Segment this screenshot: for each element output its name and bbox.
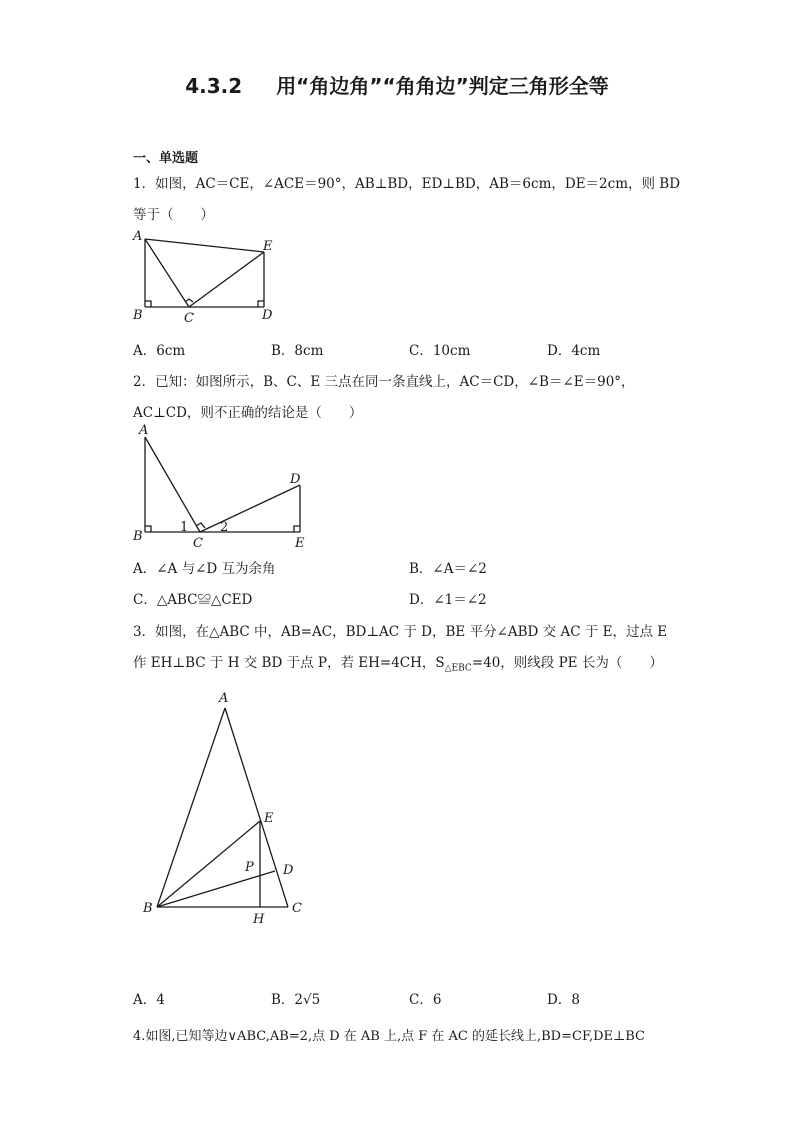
q3-text-line2-a: 作 EH⊥BC 于 H 交 BD 于点 P，若 EH=4CH，S — [133, 655, 445, 671]
q2-label-C: C — [193, 536, 203, 551]
q3-text-line2-b: =40，则线段 PE 长为（ ） — [471, 655, 663, 671]
q2-text-line1: 2．已知：如图所示，B、C、E 三点在同一条直线上，AC＝CD，∠B＝∠E＝90°， — [133, 374, 635, 390]
q1-label-B: B — [133, 308, 143, 323]
page-title — [0, 70, 794, 99]
q3-option-a: A．4 — [133, 992, 165, 1008]
q4-text-line1: 4.如图,已知等边∨ABC,AB=2,点 D 在 AB 上,点 F 在 AC 的延长线上,BD=CF,DE⊥BC — [133, 1029, 645, 1044]
title-number: 4.3.2 — [185, 74, 243, 98]
q2-label-B: B — [133, 529, 143, 544]
q2-option-c: C．△ABC≌△CED — [133, 592, 253, 608]
q1-label-E: E — [263, 239, 273, 254]
q3-area-subscript: △EBC — [444, 663, 472, 674]
q2-option-a: A．∠A 与∠D 互为余角 — [133, 561, 276, 577]
q3-label-A: A — [219, 691, 229, 706]
q1-option-d: D．4cm — [547, 343, 601, 359]
q1-label-A: A — [133, 229, 143, 244]
q2-label-A: A — [139, 423, 149, 438]
q1-option-a: A．6cm — [133, 343, 186, 359]
q2-option-d: D．∠1＝∠2 — [409, 592, 487, 608]
q3-label-H: H — [253, 912, 265, 927]
q2-angle-1: 1 — [180, 520, 189, 535]
q1-figure — [125, 225, 295, 325]
q2-label-E: E — [295, 536, 305, 551]
q3-option-d: D．8 — [547, 992, 580, 1008]
q1-text-line1: 1．如图，AC＝CE，∠ACE＝90°，AB⊥BD，ED⊥BD，AB＝6cm，DE＝2cm，则 BD — [133, 176, 681, 192]
q3-text-line2 — [133, 651, 663, 674]
section-heading: 一、单选题 — [133, 151, 199, 166]
q2-figure — [125, 420, 325, 555]
q2-option-b: B．∠A＝∠2 — [409, 561, 487, 577]
q2-angle-2: 2 — [220, 520, 229, 535]
q2-text-line2: AC⊥CD，则不正确的结论是（ ） — [133, 405, 363, 421]
q3-label-B: B — [143, 901, 153, 916]
q1-option-b: B．8cm — [271, 343, 324, 359]
q1-text-line2: 等于（ ） — [133, 207, 214, 223]
q1-option-c: C．10cm — [409, 343, 471, 359]
q3-option-c: C．6 — [409, 992, 442, 1008]
q3-label-C: C — [292, 901, 302, 916]
q3-option-b: B．2√5 — [271, 992, 321, 1008]
q3-text-line1: 3．如图，在△ABC 中，AB=AC，BD⊥AC 于 D，BE 平分∠ABD 交 AC 于 E，过点 E — [133, 624, 668, 640]
title-text: 用“角边角”“角角边”判定三角形全等 — [276, 74, 609, 98]
q3-label-D: D — [283, 863, 294, 878]
q3-label-P: P — [245, 860, 254, 875]
q3-label-E: E — [264, 811, 274, 826]
q2-label-D: D — [290, 472, 301, 487]
q1-label-D: D — [262, 308, 273, 323]
q1-label-C: C — [184, 311, 194, 325]
q3-figure — [130, 685, 320, 930]
